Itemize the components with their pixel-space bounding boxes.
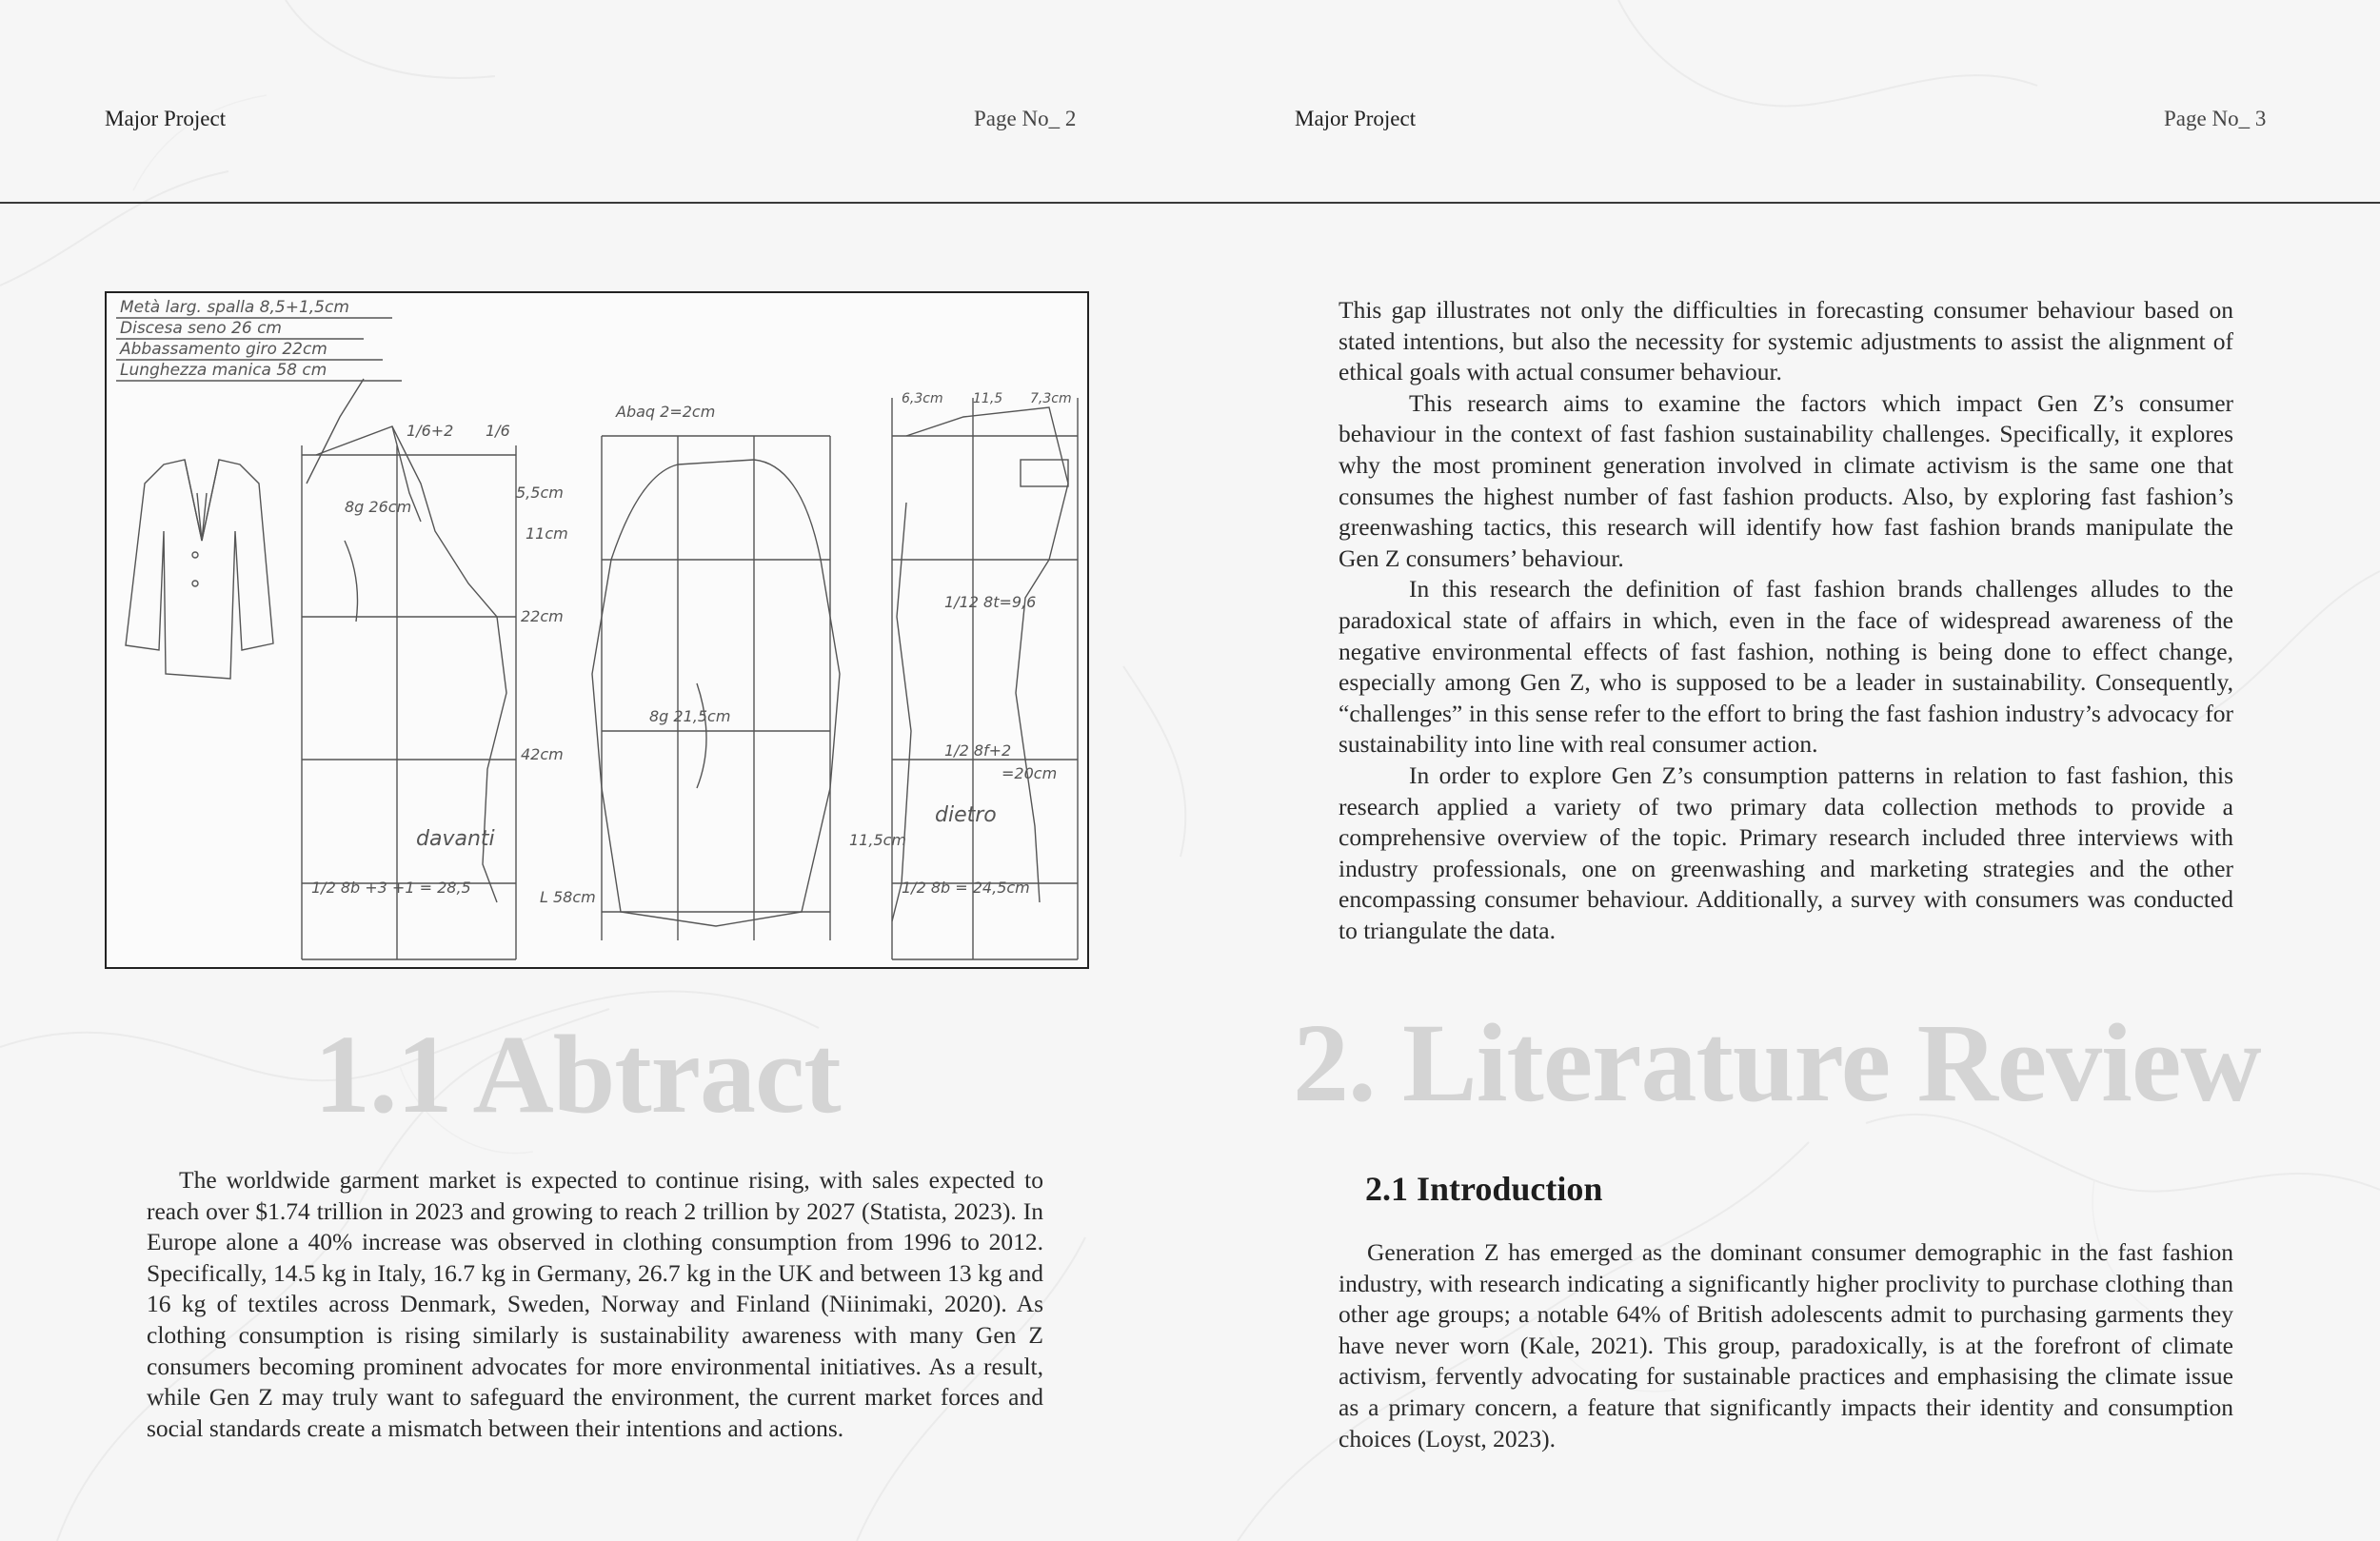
label-dietro: dietro	[935, 803, 997, 827]
label-5: 5,5cm	[516, 484, 564, 502]
page-number: Page No_ 2	[974, 107, 1077, 130]
paragraph-3: In this research the definition of fast fashion brands challenges alludes to the paradoxical state of affairs in which, even in the face of widespread awareness of the negative environmental effects of fast fashion, nothing is being done to effect change, especially among Gen Z, who is supposed to be a leader in sustainability. Consequently, “challenges” in this sense refer to the effort to bring the fast fashion industry’s advocacy for sustainability into line with real consumer action.	[1339, 575, 2233, 759]
paragraph-1: This gap illustrates not only the difficulties in forecasting consumer behaviour based on stated intentions, but also the necessity for systemic adjustments to assist the alignment of ethical goals with actual consumer behaviour.	[1339, 296, 2233, 386]
note-3: Abbassamento giro 22cm	[120, 340, 327, 359]
label-18: 1/12 8t=9,6	[944, 593, 1037, 611]
running-head: Major Project	[105, 107, 227, 130]
label-1: 8g 26cm	[345, 498, 412, 516]
label-10: 1/2 8b = 24,5cm	[902, 879, 1030, 897]
abstract-paragraph: The worldwide garment market is expected to continue rising, with sales expected to reach over $1.74 trillion in 2023 and growing to reach 2 trillion by 2027 (Statista, 2023). In Europe alone a 40% increase was observed in clothing consumption from 1996 to 2012. Specifically, 14.5 kg in Italy, 16.7 kg in Germany, 26.7 kg in the UK and between 13 kg and 16 kg of textiles across Denmark, Sweden, Norway and Finland (Niinimaki, 2020). As clothing consumption is rising similarly is sustainability awareness with many Gen Z consumers becoming prominent advocates for more environmental initiatives. As a result, while Gen Z may truly want to safeguard the environment, the current market forces and social standards create a mismatch between their intentions and actions.	[147, 1166, 1043, 1442]
label-16: =20cm	[1002, 764, 1058, 782]
label-17: 11,5cm	[849, 831, 907, 849]
pattern-drawing-figure	[105, 291, 1089, 969]
label-11: L 58cm	[540, 888, 596, 906]
section-heading-abstract: 1.1 Abtract	[314, 1012, 841, 1136]
abstract-text	[147, 1165, 1043, 1444]
subsection-heading-introduction: 2.1 Introduction	[1365, 1170, 1603, 1208]
note-1: Metà larg. spalla 8,5+1,5cm	[120, 298, 349, 317]
label-15: 1/2 8f+2	[944, 741, 1012, 760]
running-head: Major Project	[1295, 107, 1417, 130]
label-12: 6,3cm	[902, 391, 943, 406]
label-2: 8g 21,5cm	[649, 707, 731, 725]
introduction-paragraph: Generation Z has emerged as the dominant consumer demographic in the fast fashion industry, with research indicating a significantly higher proclivity to purchase clothing than other age groups; a notable 64% of British adolescents admit to purchasing garments they have never worn (Kale, 2021). This group, paradoxically, is at the forefront of climate activism, fervently advocating for sustainable practices and emphasising the climate issue as a primary concern, a feature that significantly impacts their identity and consumption choices (Loyst, 2023).	[1339, 1238, 2233, 1452]
section-heading-literature-review: 2. Literature Review	[1293, 1000, 2261, 1125]
header-rule	[0, 202, 2380, 204]
introduction-text	[1339, 1237, 2233, 1454]
page-number: Page No_ 3	[2164, 107, 2267, 130]
label-davanti: davanti	[416, 827, 495, 851]
label-7: 22cm	[521, 607, 564, 625]
note-2: Discesa seno 26 cm	[120, 319, 282, 338]
label-6: 11cm	[526, 524, 568, 543]
label-13: 11,5	[973, 391, 1003, 406]
label-8: 42cm	[521, 745, 564, 763]
jacket-pattern-sketch	[107, 293, 1087, 967]
label-19: Abaq 2=2cm	[616, 403, 716, 421]
intro-text	[1339, 295, 2233, 946]
right-page	[1190, 0, 2380, 1541]
label-4: 1/6	[486, 422, 510, 440]
note-4: Lunghezza manica 58 cm	[120, 361, 327, 380]
label-14: 7,3cm	[1030, 391, 1072, 406]
label-3: 1/6+2	[407, 422, 454, 440]
label-9: 1/2 8b +3 +1 = 28,5	[311, 879, 471, 897]
paragraph-2: This research aims to examine the factors which impact Gen Z’s consumer behaviour in the context of fast fashion sustainability challenges. Specifically, it explores why the most prominent generation involved in climate activism is the same one that consumes the highest number of fast fashion products. Also, by exploring fast fashion’s greenwashing tactics, this research will identify how fast fashion brands manipulate the Gen Z consumers’ behaviour.	[1339, 388, 2233, 572]
paragraph-4: In order to explore Gen Z’s consumption patterns in relation to fast fashion, this research applied a variety of two primary data collection methods to provide a comprehensive overview of the topic. Primary research included three interviews with industry professionals, one on greenwashing and marketing strategies and the other encompassing consumer behaviour. Additionally, a survey with consumers was conducted to triangulate the data.	[1339, 761, 2233, 944]
